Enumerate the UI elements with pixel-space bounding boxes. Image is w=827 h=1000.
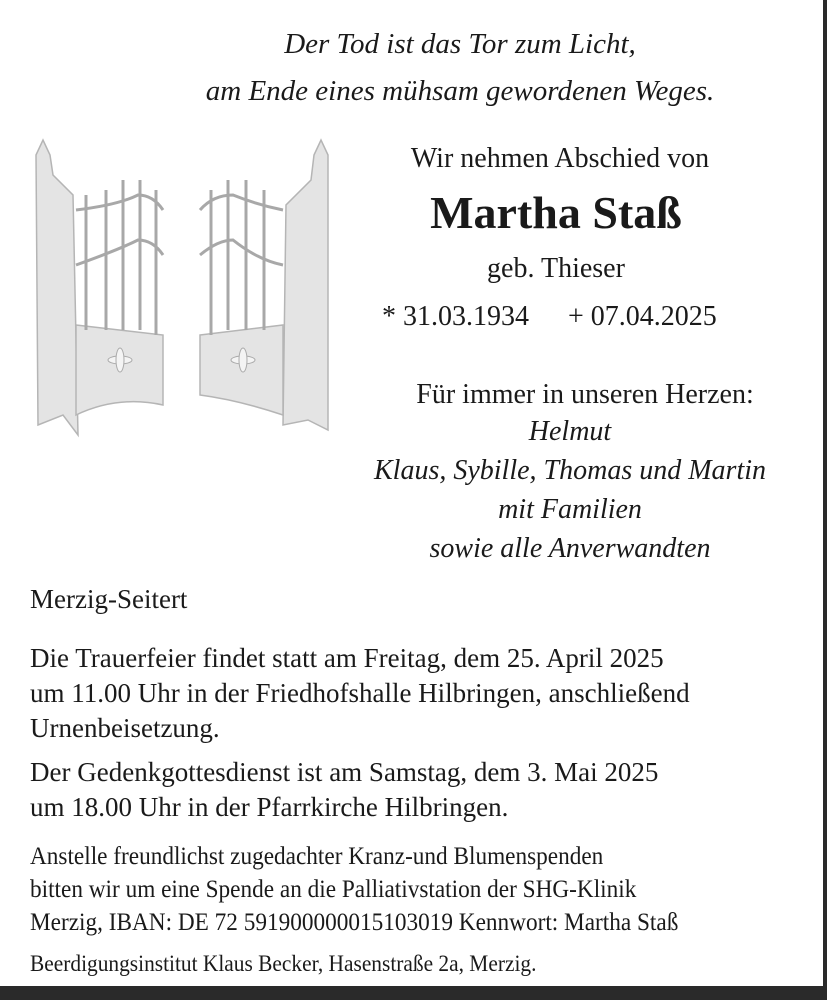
death-date: + 07.04.2025: [568, 301, 717, 332]
donation-line: Anstelle freundlichst zugedachter Kranz-und Blumenspenden: [30, 843, 604, 870]
maiden-name: geb. Thieser: [487, 253, 625, 284]
intro-text: Wir nehmen Abschied von: [410, 143, 710, 174]
deceased-name: Martha Staß: [430, 187, 682, 238]
mourner-line: mit Familien: [498, 494, 642, 525]
birth-date: * 31.03.1934: [382, 301, 529, 332]
mass-line: Der Gedenkgottesdienst ist am Samstag, dem 3. Mai 2025: [30, 757, 659, 787]
gate-illustration: [28, 135, 338, 455]
mourner-line: Klaus, Sybille, Thomas und Martin: [373, 455, 767, 486]
funeral-line: um 11.00 Uhr in der Friedhofshalle Hilbringen, anschließend: [30, 678, 690, 708]
funeral-line: Die Trauerfeier findet statt am Freitag, dem 25. April 2025: [30, 643, 664, 673]
donation-line: Merzig, IBAN: DE 72 591900000015103019 Kennwort: Martha Staß: [30, 909, 679, 936]
mass-line: um 18.00 Uhr in der Pfarrkirche Hilbringen.: [30, 792, 509, 822]
quote-line: am Ende eines mühsam gewordenen Weges.: [205, 75, 715, 107]
donation-line: bitten wir um eine Spende an die Palliativstation der SHG-Klinik: [30, 876, 637, 903]
mourner-line: Helmut: [528, 416, 612, 447]
funeral-line: Urnenbeisetzung.: [30, 713, 220, 743]
mourners-intro: Für immer in unseren Herzen:: [416, 379, 754, 410]
mourner-line: sowie alle Anverwandten: [429, 533, 711, 564]
place: Merzig-Seitert: [30, 584, 188, 614]
quote-line: Der Tod ist das Tor zum Licht,: [284, 28, 636, 60]
undertaker: Beerdigungsinstitut Klaus Becker, Hasenstraße 2a, Merzig.: [30, 951, 537, 976]
